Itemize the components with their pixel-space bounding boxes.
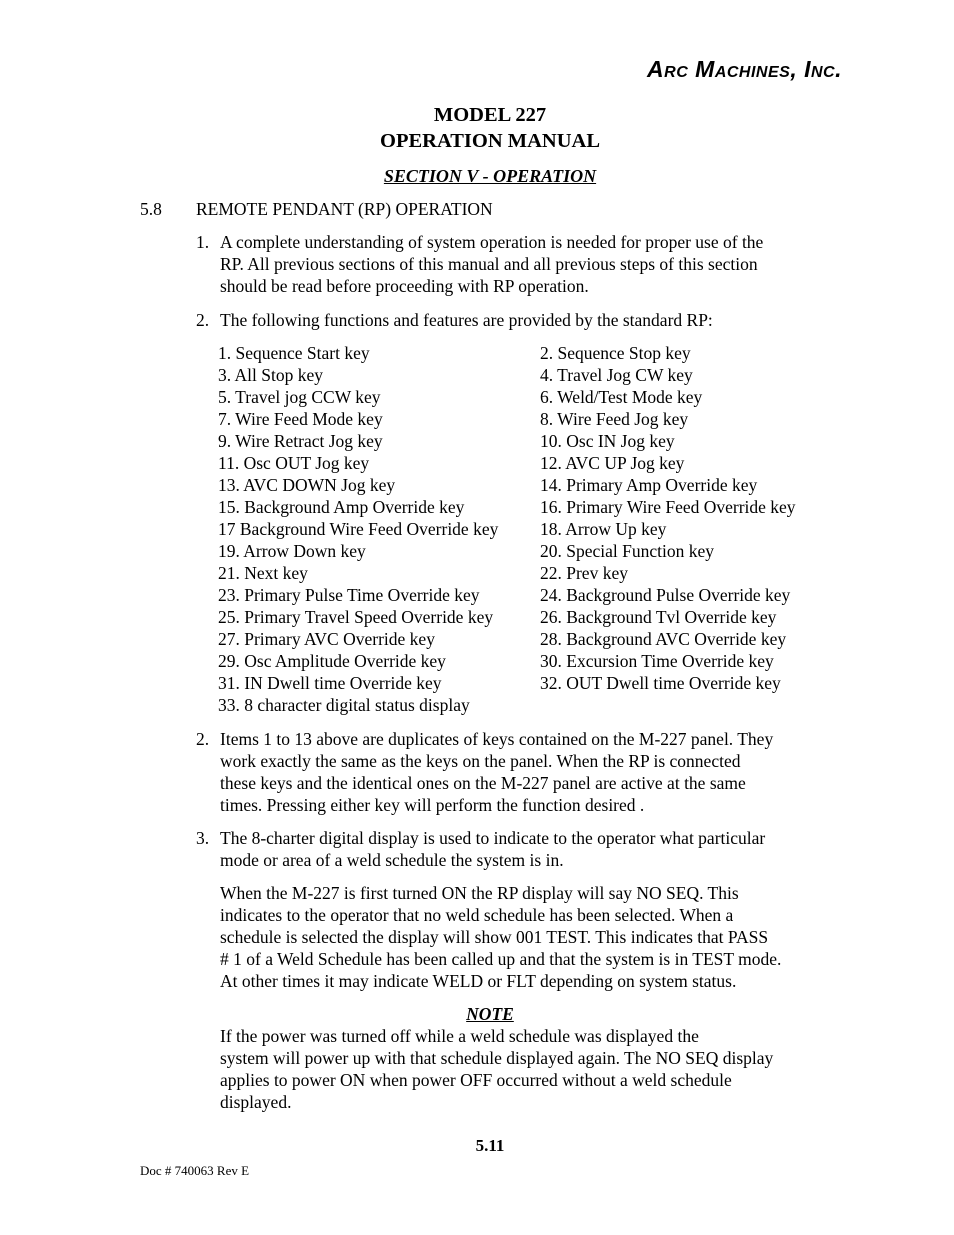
list-item: 1. Sequence Start key [218,343,370,363]
para5-body [220,882,781,992]
manual-title-line1: MODEL 227 [433,104,547,126]
list-item: 5. Travel jog CCW key [218,387,381,407]
para3-line: times. Pressing either key will perform the function desired . [220,795,645,815]
para1-body [220,231,763,297]
company-logo: Arc Machines, Inc. [647,56,842,82]
list-item: 14. Primary Amp Override key [540,475,758,495]
list-item: 24. Background Pulse Override key [540,585,791,605]
para5-line: indicates to the operator that no weld schedule has been selected. When a [220,905,734,925]
list-item: 17 Background Wire Feed Override key [218,519,499,539]
list-item: 25. Primary Travel Speed Override key [218,607,494,627]
key-list-left [218,342,498,716]
para3-body [220,728,773,816]
section-heading: SECTION V - OPERATION [383,166,597,186]
list-item: 33. 8 character digital status display [218,695,470,715]
para4-body [220,827,765,871]
para5-line: schedule is selected the display will show 001 TEST. This indicates that PASS [220,927,769,947]
list-item: 32. OUT Dwell time Override key [540,673,781,693]
list-item: 30. Excursion Time Override key [540,651,774,671]
list-item: 8. Wire Feed Jog key [540,409,689,429]
list-item: 28. Background AVC Override key [540,629,787,649]
list-item: 2. Sequence Stop key [540,343,691,363]
note-line: displayed. [220,1092,292,1112]
para4-number: 3. [196,828,210,848]
para4-line: The 8-charter digital display is used to indicate to the operator what particular [220,828,766,848]
note-line: applies to power ON when power OFF occurred without a weld schedule [220,1070,732,1090]
para2-number: 2. [196,310,210,330]
doc-number: Doc # 740063 Rev E [140,1163,250,1178]
note-line: If the power was turned off while a weld schedule was displayed the [220,1026,699,1046]
para1-line: A complete understanding of system operation is needed for proper use of the [220,232,764,252]
list-item: 10. Osc IN Jog key [540,431,675,451]
para3-line: these keys and the identical ones on the M-227 panel are active at the same [220,773,746,793]
list-item: 31. IN Dwell time Override key [218,673,442,693]
para3-number: 2. [196,729,210,749]
note-line: system will power up with that schedule displayed again. The NO SEQ display [220,1048,774,1068]
list-item: 27. Primary AVC Override key [218,629,435,649]
list-item: 7. Wire Feed Mode key [218,409,383,429]
subsection-number: 5.8 [140,199,162,219]
list-item: 6. Weld/Test Mode key [540,387,703,407]
para1-line: RP. All previous sections of this manual and all previous steps of this section [220,254,758,274]
para5-line: At other times it may indicate WELD or FLT depending on system status. [220,971,737,991]
para3-line: Items 1 to 13 above are duplicates of keys contained on the M-227 panel. They [220,729,774,749]
list-item: 21. Next key [218,563,308,583]
list-item: 18. Arrow Up key [540,519,667,539]
manual-title-line2: OPERATION MANUAL [380,130,600,152]
list-item: 11. Osc OUT Jog key [218,453,370,473]
para1-number: 1. [196,232,210,252]
list-item: 19. Arrow Down key [218,541,366,561]
list-item: 23. Primary Pulse Time Override key [218,585,480,605]
list-item: 4. Travel Jog CW key [540,365,693,385]
list-item: 9. Wire Retract Jog key [218,431,383,451]
list-item: 12. AVC UP Jog key [540,453,685,473]
page-number: 5.11 [475,1136,505,1155]
list-item: 3. All Stop key [218,365,324,385]
para5-line: When the M-227 is first turned ON the RP display will say NO SEQ. This [220,883,739,903]
list-item: 29. Osc Amplitude Override key [218,651,446,671]
list-item: 13. AVC DOWN Jog key [218,475,396,495]
list-item: 15. Background Amp Override key [218,497,465,517]
key-list-right [540,342,796,694]
para3-line: work exactly the same as the keys on the panel. When the RP is connected [220,751,741,771]
list-item: 20. Special Function key [540,541,715,561]
para4-line: mode or area of a weld schedule the system is in. [220,850,564,870]
note-heading: NOTE [466,1004,514,1024]
para1-line: should be read before proceeding with RP operation. [220,276,589,296]
list-item: 26. Background Tvl Override key [540,607,777,627]
note-body [220,1025,773,1113]
para5-line: # 1 of a Weld Schedule has been called up and that the system is in TEST mode. [220,949,782,969]
subsection-title: REMOTE PENDANT (RP) OPERATION [196,199,493,219]
list-item: 16. Primary Wire Feed Override key [540,497,796,517]
list-item: 22. Prev key [540,563,628,583]
para2-text: The following functions and features are provided by the standard RP: [220,310,713,330]
